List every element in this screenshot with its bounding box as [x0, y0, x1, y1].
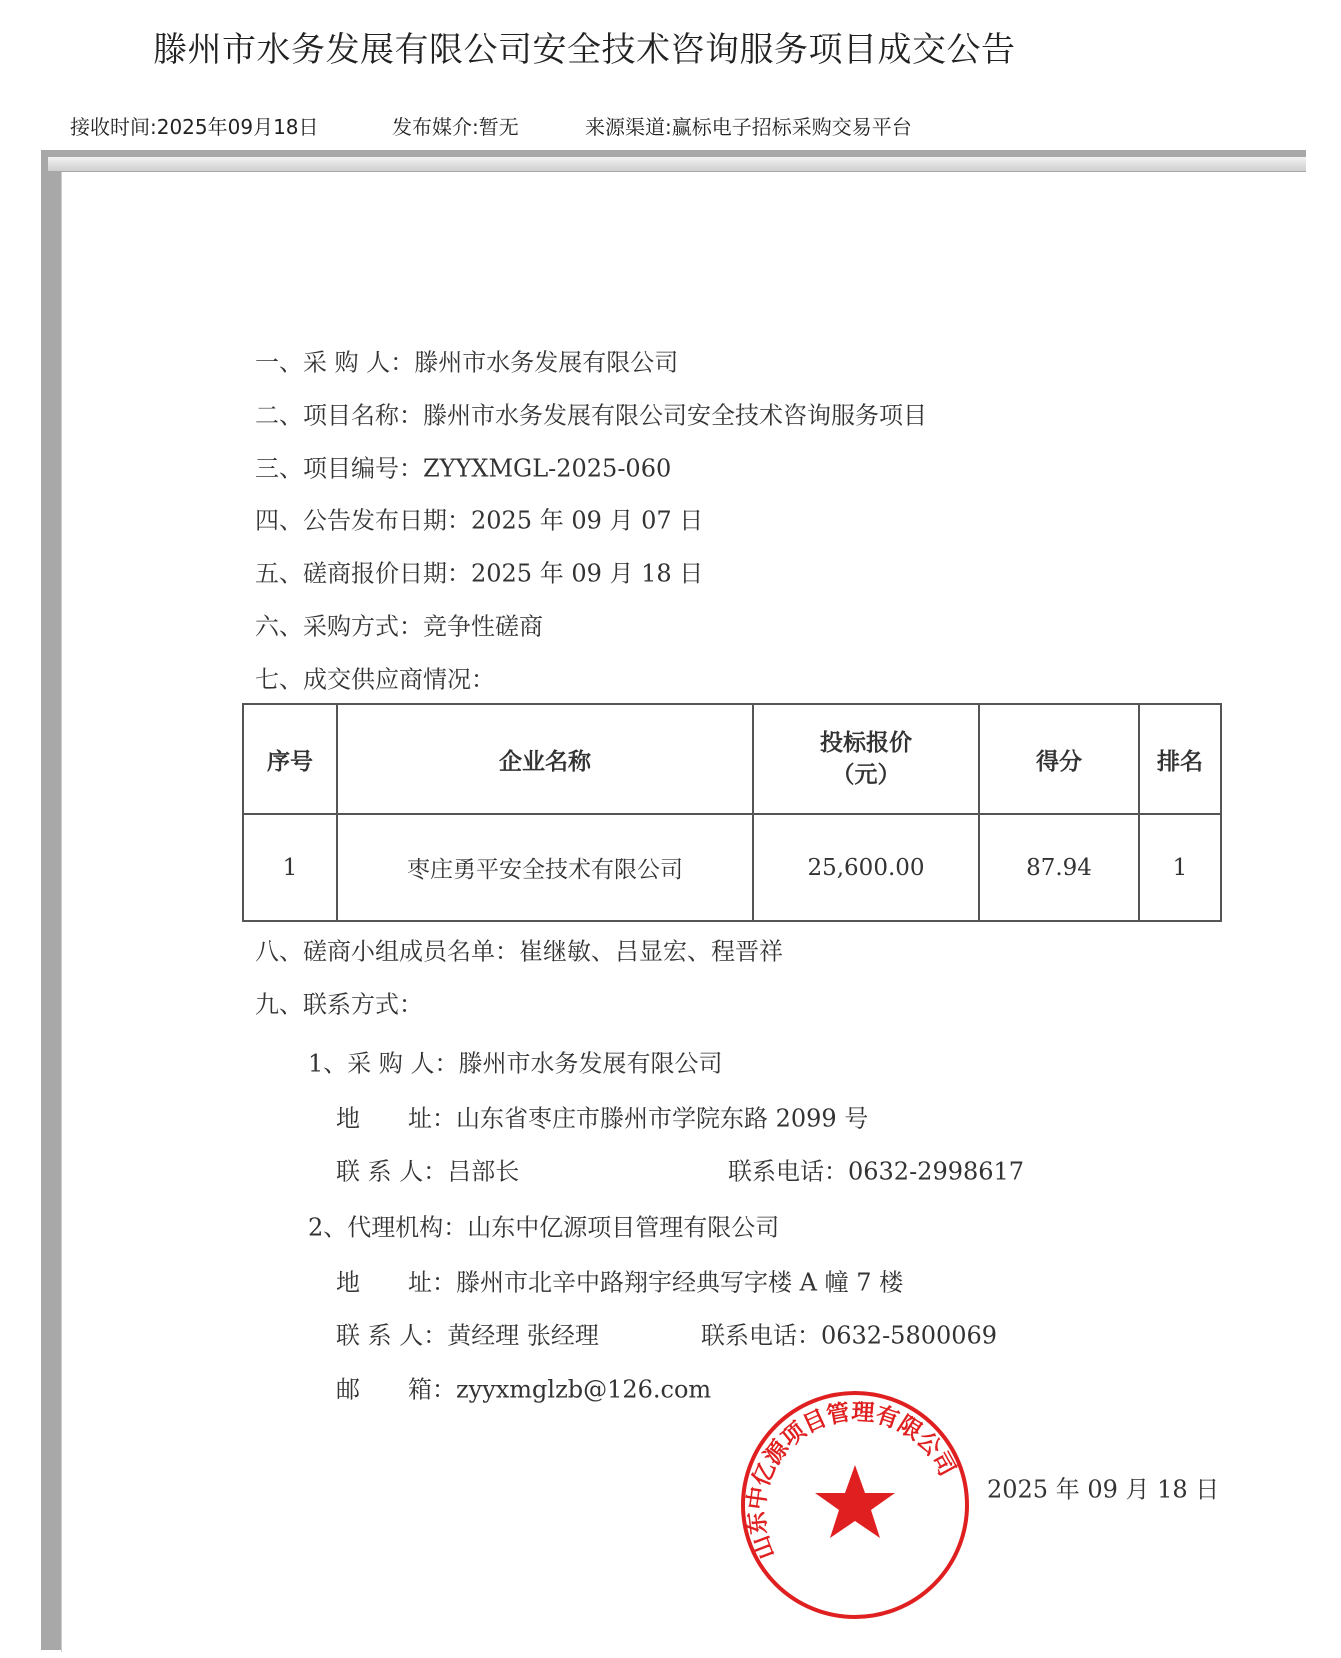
col-rank: 排名 [1139, 704, 1221, 814]
item-method: 六、采购方式：竞争性磋商 [255, 612, 543, 641]
contact-buyer-address: 地 址：山东省枣庄市滕州市学院东路 2099 号 [336, 1104, 869, 1133]
col-price: 投标报价 （元） [753, 704, 979, 814]
contact-buyer-phone: 联系电话：0632-2998617 [728, 1157, 1025, 1186]
table-header-row [243, 704, 1221, 814]
col-index: 序号 [243, 704, 337, 814]
source-channel: 来源渠道:赢标电子招标采购交易平台 [585, 115, 912, 139]
col-score: 得分 [979, 704, 1139, 814]
cell-price: 25,600.00 [753, 814, 979, 921]
cell-index: 1 [243, 814, 337, 921]
item-publish-date: 四、公告发布日期：2025 年 09 月 07 日 [255, 506, 704, 535]
seal-text: 山东中亿源项目管理有限公司 [743, 1399, 960, 1563]
contact-agent: 2、代理机构：山东中亿源项目管理有限公司 [308, 1213, 780, 1242]
item-quote-date: 五、磋商报价日期：2025 年 09 月 18 日 [255, 559, 704, 588]
signature-date: 2025 年 09 月 18 日 [987, 1475, 1220, 1504]
contact-agent-address: 地 址：滕州市北辛中路翔宇经典写字楼 A 幢 7 楼 [336, 1268, 904, 1297]
table-row [243, 814, 1221, 921]
cell-company: 枣庄勇平安全技术有限公司 [337, 814, 753, 921]
item-project-number: 三、项目编号：ZYYXMGL-2025-060 [255, 454, 672, 483]
document-frame-bar [48, 157, 1306, 171]
item-panel-members: 八、磋商小组成员名单：崔继敏、吕显宏、程晋祥 [255, 937, 783, 966]
item-supplier-heading: 七、成交供应商情况： [255, 665, 495, 694]
contact-buyer-person: 联 系 人：吕部长 [336, 1157, 520, 1186]
page-title: 滕州市水务发展有限公司安全技术咨询服务项目成交公告 [153, 30, 1016, 70]
contact-agent-phone: 联系电话：0632-5800069 [701, 1321, 998, 1350]
col-company: 企业名称 [337, 704, 753, 814]
cell-score: 87.94 [979, 814, 1139, 921]
item-buyer: 一、采 购 人：滕州市水务发展有限公司 [255, 348, 679, 377]
contact-agent-email: 邮 箱：zyyxmglzb@126.com [336, 1375, 712, 1404]
cell-rank: 1 [1139, 814, 1221, 921]
received-time: 接收时间:2025年09月18日 [70, 115, 319, 139]
item-contact-heading: 九、联系方式： [255, 990, 423, 1019]
contact-buyer: 1、采 购 人：滕州市水务发展有限公司 [308, 1049, 723, 1078]
item-project-name: 二、项目名称：滕州市水务发展有限公司安全技术咨询服务项目 [255, 401, 927, 430]
publish-media: 发布媒介:暂无 [392, 115, 519, 139]
supplier-table [242, 703, 1222, 922]
contact-agent-person: 联 系 人：黄经理 张经理 [336, 1321, 599, 1350]
